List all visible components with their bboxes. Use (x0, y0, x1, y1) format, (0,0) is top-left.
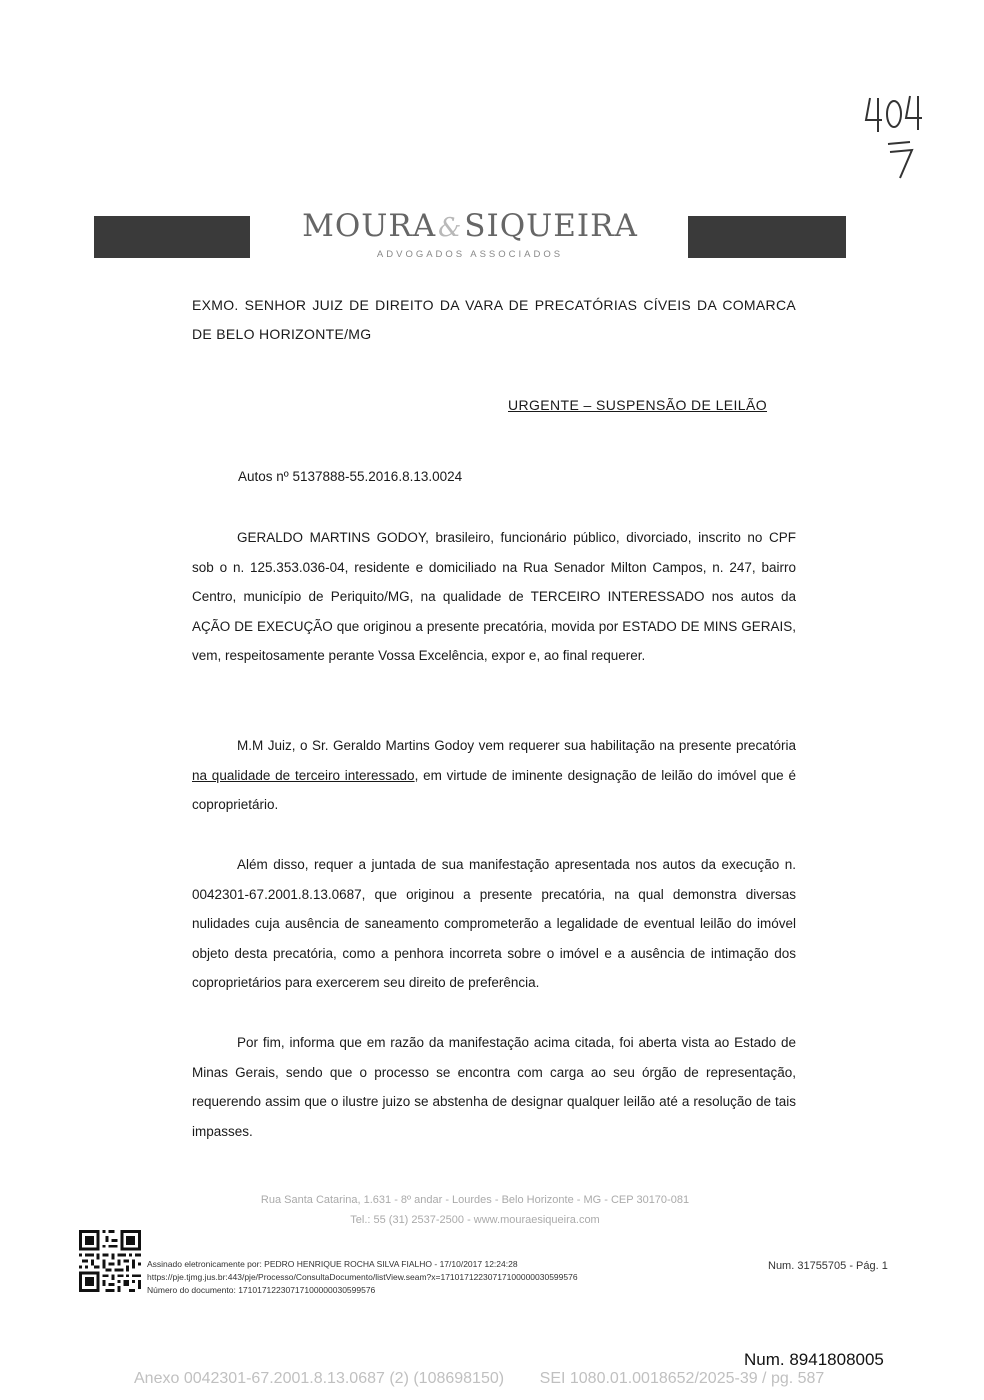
electronic-signature (147, 1258, 578, 1297)
paragraph-text: , em virtude de iminente designação de leilão do imóvel que é coproprietário. (192, 767, 796, 813)
signature-document-number: Número do documento: 17101712230717100000030599576 (147, 1285, 376, 1295)
footer-contact-line: Tel.: 55 (31) 2537-2500 - www.mouraesiqueira.com (350, 1214, 600, 1226)
paragraph-habilitation (192, 731, 796, 820)
firm-ampersand: & (438, 213, 463, 243)
qr-code-icon (79, 1230, 141, 1292)
signature-signer: Assinado eletronicamente por: PEDRO HENRIQUE ROCHA SILVA FIALHO - 17/10/2017 12:24:28 (147, 1259, 518, 1269)
annex-footer (134, 1370, 824, 1388)
firm-name-right: SIQUEIRA (464, 208, 638, 244)
page-number: Num. 31755705 - Pág. 1 (768, 1260, 888, 1272)
firm-name-left: MOURA (302, 208, 437, 244)
footer-address (200, 1190, 750, 1230)
firm-subtitle: ADVOGADOS ASSOCIADOS (376, 249, 564, 260)
paragraph-manifestation: Além disso, requer a juntada de sua manifestação apresentada nos autos da execução n. 0042301-67.2001.8.13.0687, que originou a presente precatória, na qual demonstra diversas nulidades cuja ausência de saneamento comprometerão a legalidade de eventual leilão do imóvel objeto desta precatória, como a penhora incorreta sobre o imóvel e a ausência de intimação dos coproprietários para exercerem seu direito de preferência. (192, 857, 796, 991)
redaction-block (688, 216, 846, 258)
urgent-heading: URGENTE – SUSPENSÃO DE LEILÃO (508, 397, 768, 413)
document-stamp-number: Num. 8941808005 (744, 1350, 884, 1369)
paragraph-text: M.M Juiz, o Sr. Geraldo Martins Godoy vem requerer sua habilitação na presente precatória (237, 738, 796, 753)
redaction-block (94, 216, 250, 258)
paragraph-conclusion: Por fim, informa que em razão da manifestação acima citada, foi aberta vista ao Estado de Minas Gerais, sendo que o processo se encontra com carga ao seu órgão de representação, requerendo assim que o ilustre juizo se abstenha de designar qualquer leilão até a resolução de tais impasses. (192, 1035, 796, 1139)
annex-reference: Anexo 0042301-67.2001.8.13.0687 (2) (108698150) (134, 1370, 505, 1387)
underlined-text: na qualidade de terceiro interessado (192, 767, 415, 783)
firm-logo (300, 208, 640, 244)
handwritten-page-number (862, 92, 932, 184)
case-number: Autos nº 5137888-55.2016.8.13.0024 (238, 469, 463, 484)
sei-reference: SEI 1080.01.0018652/2025-39 / pg. 587 (539, 1370, 825, 1387)
signature-url: https://pje.tjmg.jus.br:443/pje/Processo/ConsultaDocumento/listView.seam?x=17101712230717100000030599576 (147, 1272, 578, 1282)
paragraph-qualification: GERALDO MARTINS GODOY, brasileiro, funcionário público, divorciado, inscrito no CPF sob o n. 125.353.036-04, residente e domiciliado na Rua Senador Milton Campos, n. 247, bairro Centro, município de Periquito/MG, na qualidade de TERCEIRO INTERESSADO nos autos da AÇÃO DE EXECUÇÃO que originou a presente precatória, movida por ESTADO DE MINS GERAIS, vem, respeitosamente perante Vossa Excelência, expor e, ao final requerer. (192, 530, 796, 664)
footer-address-line: Rua Santa Catarina, 1.631 - 8º andar - Lourdes - Belo Horizonte - MG - CEP 30170-081 (260, 1194, 690, 1206)
addressee: EXMO. SENHOR JUIZ DE DIREITO DA VARA DE PRECATÓRIAS CÍVEIS DA COMARCA DE BELO HORIZONTE/MG (192, 297, 796, 342)
